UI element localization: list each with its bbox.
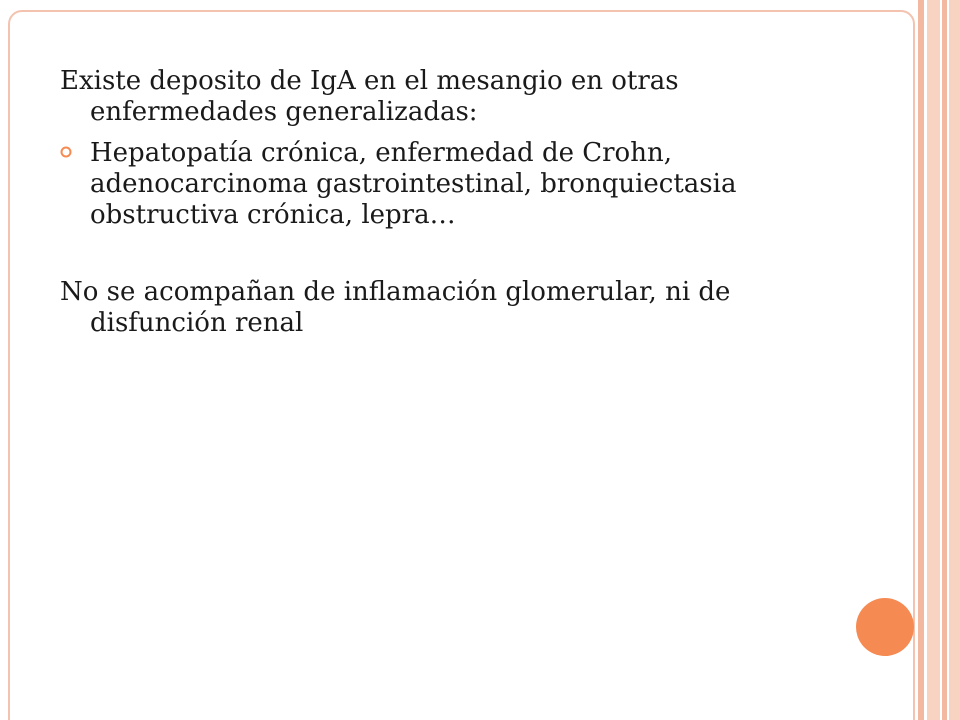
bullet-text: Hepatopatía crónica, enfermedad de Crohn, adenocarcinoma gastrointestinal, bronquiectasia obstructiva crónica, lepra… [90, 138, 737, 230]
slide-content [60, 66, 850, 339]
bullet-item [60, 138, 850, 231]
filled-circle-icon [856, 598, 914, 656]
intro-text: Existe deposito de IgA en el mesangio en otras enfermedades generalizadas: [60, 66, 679, 127]
conclusion-text: No se acompañan de inflamación glomerular, ni de disfunción renal [60, 277, 731, 338]
stripe-3 [942, 0, 947, 720]
stripe-1 [918, 0, 924, 720]
stripe-4 [949, 0, 960, 720]
hollow-circle-bullet-icon [60, 146, 72, 158]
right-decorative-stripes [918, 0, 960, 720]
stripe-2 [927, 0, 940, 720]
